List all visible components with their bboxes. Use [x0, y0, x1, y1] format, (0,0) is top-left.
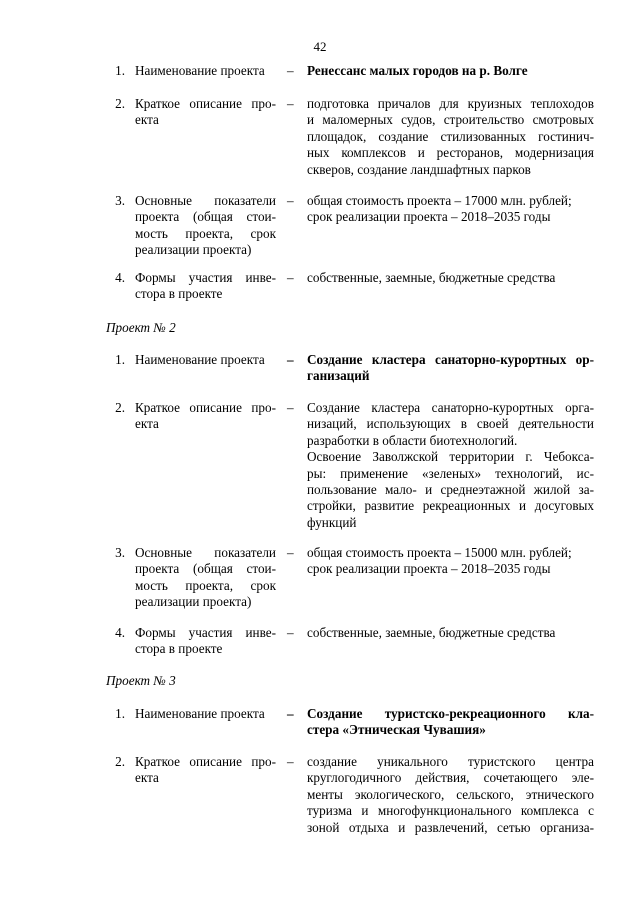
dash: –: [287, 754, 294, 769]
label-line: стора в проекте: [135, 641, 223, 657]
label-line: реализации проекта): [135, 594, 252, 610]
value-line: функций: [307, 514, 357, 530]
value-line: создание уникального туристского центра: [307, 754, 594, 769]
label-line: Наименование проекта: [135, 63, 265, 78]
label-line: екта: [135, 770, 159, 786]
label-line: екта: [135, 112, 159, 128]
value-line: Создание кластера санаторно-курортных ор-: [307, 352, 594, 367]
value-line: и маломерных судов, строительство смотровых: [307, 112, 594, 128]
dash: –: [287, 96, 294, 111]
value-line: Ренессанс малых городов на р. Волге: [307, 63, 528, 78]
row-label: [135, 545, 276, 611]
project-title: [307, 63, 594, 79]
label-line: Формы участия инве-: [135, 270, 276, 285]
label-line: Формы участия инве-: [135, 625, 276, 640]
row-value: [307, 193, 594, 226]
label-line: проекта (общая стои-: [135, 561, 276, 577]
row-value: [307, 96, 594, 178]
value-line: туризма и многофункционального комплекса с: [307, 803, 594, 819]
row-label: [135, 625, 276, 658]
dash: –: [287, 270, 294, 285]
dash: –: [287, 625, 294, 640]
row-value: [307, 545, 594, 578]
row-label: [135, 352, 276, 368]
value-line: срок реализации проекта – 2018–2035 годы: [307, 209, 551, 225]
project-title: [307, 352, 594, 385]
row-number: 3.: [115, 193, 125, 208]
row-label: [135, 270, 276, 303]
value-line: Создание кластера санаторно-курортных орга-: [307, 400, 594, 415]
label-line: мость проекта, срок: [135, 225, 276, 241]
value-line: срок реализации проекта – 2018–2035 годы: [307, 561, 551, 577]
row-label: [135, 706, 276, 722]
row-number: 4.: [115, 625, 125, 640]
value-line: собственные, заемные, бюджетные средства: [307, 270, 556, 285]
row-label: [135, 193, 276, 259]
project-title: [307, 706, 594, 739]
dash: –: [287, 400, 294, 415]
value-line: менты экологического, сельского, этнического: [307, 786, 594, 802]
value-line: площадок, создание стилизованных гостинич-: [307, 128, 594, 144]
row-number: 4.: [115, 270, 125, 285]
row-number: 1.: [115, 63, 125, 78]
value-line: подготовка причалов для круизных теплоходов: [307, 96, 594, 111]
dash: –: [287, 193, 294, 208]
label-line: Наименование проекта: [135, 706, 265, 721]
dash: –: [287, 545, 294, 560]
value-line: круглогодичного действия, сочетающего эле-: [307, 770, 594, 786]
dash: –: [287, 63, 294, 78]
row-label: [135, 63, 276, 79]
value-line: низаций, использующих в своей деятельности: [307, 416, 594, 432]
value-line: зоной отдыха и развлечений, сетью организа-: [307, 819, 594, 835]
label-line: Наименование проекта: [135, 352, 265, 367]
label-line: реализации проекта): [135, 242, 252, 258]
row-number: 2.: [115, 400, 125, 415]
value-line: собственные, заемные, бюджетные средства: [307, 625, 556, 640]
page-number: 42: [313, 39, 327, 54]
row-number: 1.: [115, 706, 125, 721]
value-line: Создание туристско-рекреационного кла-: [307, 706, 594, 721]
value-line: ных комплексов и ресторанов, модернизация: [307, 145, 594, 161]
row-number: 2.: [115, 754, 125, 769]
value-line: разработки в области биотехнологий.: [307, 432, 518, 448]
row-number: 2.: [115, 96, 125, 111]
row-value: [307, 754, 594, 836]
label-line: Основные показатели: [135, 545, 276, 560]
dash: –: [287, 352, 294, 367]
label-line: стора в проекте: [135, 286, 223, 302]
label-line: проекта (общая стои-: [135, 209, 276, 225]
project3-heading: Проект № 3: [106, 673, 176, 688]
row-label: [135, 400, 276, 433]
label-line: Основные показатели: [135, 193, 276, 208]
value-line: стера «Этническая Чувашия»: [307, 722, 486, 738]
value-line: ганизаций: [307, 368, 370, 384]
dash: –: [287, 706, 294, 721]
value-line: пользование мало- и среднеэтажной жилой за-: [307, 482, 594, 498]
project2-heading: Проект № 2: [106, 320, 176, 335]
label-line: Краткое описание про-: [135, 754, 276, 769]
label-line: екта: [135, 416, 159, 432]
value-line: скверов, создание ландшафтных парков: [307, 161, 531, 177]
row-label: [135, 96, 276, 129]
row-value: [307, 625, 594, 641]
label-line: Краткое описание про-: [135, 400, 276, 415]
value-line: общая стоимость проекта – 15000 млн. рублей;: [307, 545, 572, 560]
row-number: 1.: [115, 352, 125, 367]
row-label: [135, 754, 276, 787]
value-line: общая стоимость проекта – 17000 млн. рублей;: [307, 193, 572, 208]
value-line: ры: применение «зеленых» технологий, ис-: [307, 465, 594, 481]
label-line: мость проекта, срок: [135, 577, 276, 593]
value-line: стройки, развитие рекреационных и досуговых: [307, 498, 594, 514]
row-value: [307, 270, 594, 286]
label-line: Краткое описание про-: [135, 96, 276, 111]
value-line: Освоение Заволжской территории г. Чебокса-: [307, 449, 594, 465]
row-number: 3.: [115, 545, 125, 560]
row-value: [307, 400, 594, 531]
